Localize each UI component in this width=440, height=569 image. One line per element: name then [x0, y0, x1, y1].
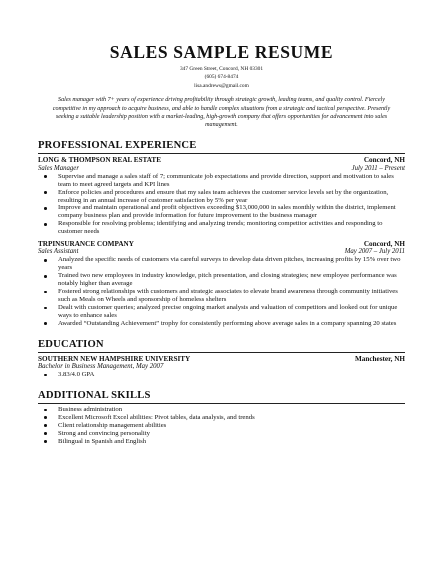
job-location: Concord, NH: [363, 240, 405, 249]
experience-divider: [38, 153, 405, 154]
skill-item: Bilingual in Spanish and English: [58, 438, 405, 446]
job-bullet: Responsible for resolving problems; identifying and analyzing trends; monitoring competitor activities and responding to customer needs: [58, 220, 405, 236]
contact-block: [38, 65, 405, 90]
skills-heading: ADDITIONAL SKILLS: [38, 389, 151, 401]
job-dates: May 2007 – July 2011: [344, 248, 405, 256]
skills-divider: [38, 403, 405, 404]
job-bullet: Trained two new employees in industry knowledge, pitch presentation, and closing strategies; new employee performance was notably higher than average: [58, 272, 405, 288]
job-bullet: Fostered strong relationships with customers and strategic associates to elevate brand awareness through community initiatives such as Meals on Wheels and sponsorship of homeless shelters: [58, 288, 405, 304]
contact-phone: (605) 674-8474: [204, 74, 239, 81]
education-heading: EDUCATION: [38, 338, 104, 350]
job-bullet: Enforce policies and procedures and ensure that my sales team achieves the customer service levels set by the organization, resulting in an annual increase of customer satisfaction by 5% per year: [58, 189, 405, 205]
degree: Bachelor in Business Management, May 2007: [38, 362, 164, 370]
job-entry: [38, 156, 405, 236]
education-entry: [38, 355, 405, 379]
contact-address: 347 Green Street, Concord, NH 03301: [179, 66, 264, 72]
job-role: Sales Assistant: [38, 248, 79, 256]
job-location: Concord, NH: [363, 156, 405, 165]
job-employer: TRPINSURANCE COMPANY: [38, 240, 134, 249]
skills-list: [38, 406, 405, 446]
education-bullets: [38, 371, 405, 379]
job-bullet: Improve and maintain operational and profit objectives exceeding $13,000,000 in sales monthly within the district, implement company business plan and provide information for future improvement to the business manager: [58, 204, 405, 220]
contact-email: lisa.andrews@gmail.com: [194, 82, 249, 89]
summary-paragraph: Sales manager with 7+ years of experience driving profitability through strategic growth, leading teams, and quality control. Fiercely competitive in my approach to acquire business, and able to handle complex situations from a strategic and tactical perspective. Presently seeking a suitable leadership position with a market-leading, high-growth company that offers opportunities for advancement into sales management.: [52, 97, 391, 129]
job-bullet: Analyzed the specific needs of customers via careful surveys to develop data driven pitches, increasing profits by 15% over two years: [58, 256, 405, 272]
resume-title: SALES SAMPLE RESUME: [109, 42, 334, 62]
school-name: SOUTHERN NEW HAMPSHIRE UNIVERSITY: [38, 354, 191, 363]
job-bullets: [38, 256, 405, 327]
job-bullet: Awarded “Outstanding Achievement” trophy for consistently performing above average sales in a company spanning 20 states: [58, 320, 405, 328]
job-entry: [38, 240, 405, 328]
job-bullets: [38, 173, 405, 236]
experience-heading: PROFESSIONAL EXPERIENCE: [38, 140, 197, 152]
skill-item: Client relationship management abilities: [58, 422, 405, 430]
job-bullet: Supervise and manage a sales staff of 7; communicate job expectations and provide direction, support and motivation to sales team to meet agreed targets and KPI lines: [58, 173, 405, 189]
education-divider: [38, 352, 405, 353]
job-employer: LONG & THOMPSON REAL ESTATE: [38, 156, 162, 165]
education-bullet: 3.83/4.0 GPA: [58, 371, 405, 379]
skill-item: Business administration: [58, 406, 405, 414]
job-dates: July 2011 – Present: [351, 164, 405, 172]
job-bullet: Dealt with customer queries; analyzed precise ongoing market analysis and valuation of competitors and looked out for unique ways to enhance sales: [58, 304, 405, 320]
skill-item: Excellent Microsoft Excel abilities: Pivot tables, data analysis, and trends: [58, 414, 405, 422]
job-role: Sales Manager: [38, 164, 79, 172]
skill-item: Strong and convincing personality: [58, 430, 405, 438]
school-location: Manchester, NH: [354, 354, 405, 363]
